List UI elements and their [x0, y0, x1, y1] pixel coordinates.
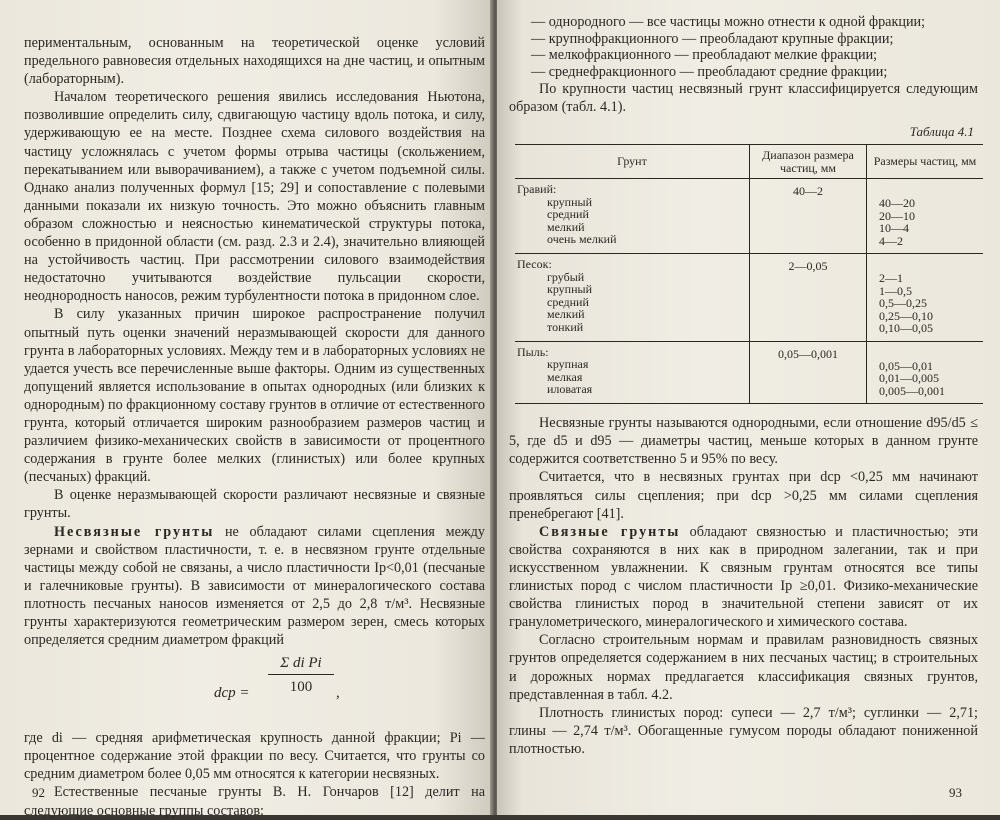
size-value: 2—1 [879, 271, 903, 286]
size-value: 20—10 [879, 208, 915, 223]
range-value: 40—2 [793, 184, 823, 199]
composition-list [509, 14, 978, 80]
subgroup: крупный [547, 194, 592, 209]
size-value: 0,005—0,001 [879, 383, 945, 398]
size-value: 0,25—0,10 [879, 308, 933, 323]
formula-mean-diameter [24, 653, 485, 725]
paragraph: По крупности частиц несвязный грунт классифицируется следующим образом (табл. 4.1). [509, 81, 978, 116]
soil-classification-table [515, 144, 983, 404]
paragraph: Естественные песчаные грунты В. Н. Гончаров [12] делит на следующие основные группы составов: [24, 784, 485, 819]
size-value: 1—0,5 [879, 283, 912, 298]
list-item: — мелкофракционного — преобладают мелкие фракции; [531, 47, 878, 63]
paragraph-text: не обладают силами сцепления между зернами и свойством пластичности, т. е. в несвязном грунте отдельные частицы между собой не связаны, а число пластичности Iр<0,01 (песчаные и галечниковые грунты). В зависимости от минералогического состава плотность песчаных наносов изменяется от 2,5 до 2,8 т/м³. Несвязные грунты характеризуются геометрическим размером зерен, смесь которых определяется средним диаметром фракций [24, 523, 485, 649]
formula-lhs: dср = [214, 685, 250, 702]
table-row [515, 341, 983, 404]
size-value: 0,01—0,005 [879, 371, 939, 386]
list-item: — крупнофракционного — преобладают крупные фракции; [531, 30, 894, 47]
left-page [0, 0, 493, 819]
formula-fraction [268, 655, 334, 696]
paragraph: Считается, что в несвязных грунтах при dср <0,25 мм начинают проявляться силы сцепления; при dср >0,25 мм силами сцепления пренебрегают [41]. [509, 469, 978, 522]
subgroup: крупная [547, 357, 589, 372]
table-row [515, 179, 983, 254]
subgroup: мелкая [547, 369, 583, 384]
range-value: 0,05—0,001 [778, 346, 838, 361]
range-value: 2—0,05 [788, 259, 828, 274]
paragraph-noncohesive [24, 523, 485, 650]
paragraph: В силу указанных причин широкое распространение получил опытный путь оценки значений неразмывающей скорости для данного грунта в лабораторных условиях. Между тем и в лабораторных условиях не удается учесть все перечисленные выше факторы. Одним из существенных допущений является использование в опытах однородных (или близких к однородным) по фракционному составу грунтов в отличие от естественного грунта, который отличается широким разнообразием размеров частиц и различием физико-механических свойств в зависимости от процентного содержания в грунте более мелких (глинистых) или более крупных (песчаных) фракций. [24, 306, 485, 486]
paragraph: периментальным, основанным на теоретической оценке условий предельного равновесия отдельных находящихся на дне частиц, и опытным (лабораторным). [24, 35, 485, 88]
term-cohesive: Связные грунты [539, 523, 681, 540]
group-name: Гравий: [517, 182, 557, 197]
group-name: Пыль: [517, 344, 549, 359]
paragraph: Началом теоретического решения явились исследования Ньютона, позволившие определить силу, сдвигающую частицу вдоль потока, и силу, удерживающую ее на месте. Позднее схема силового воздействия на частицу усложнялась с учетом формы отрыва частицы (скольжением, перекатыванием или выворачиванием), а также с учетом подъемной силы. Однако анализ полученных формул [15; 29] и сопоставление с полевыми данными показали их низкую точность. Это можно объяснить главным образом сложностью и неясностью кинематической структуры потока, особенно в придонной области (см. разд. 2.3 и 2.4), значительно влияющей на устойчивость частиц. При рассмотрении силового взаимодействия недостаточно учитываются воздействие пульсации скорости, неоднородность наносов, режим турбулентности потока в придонном слое. [24, 89, 485, 305]
page-number-right: 93 [949, 785, 962, 800]
paragraph: Несвязные грунты называются однородными, если отношение d95/d5 ≤ 5, где d5 и d95 — диаметры частиц, меньше которых в данном грунте содержится соответственно 5 и 95% по весу. [509, 415, 978, 468]
subgroup: мелкий [547, 219, 585, 234]
subgroup: очень мелкий [547, 232, 617, 247]
paragraph: где di — средняя арифметическая крупность данной фракции; Pi — процентное содержание этой фракции по весу. Считается, что грунты со средним диаметром более 0,05 мм относятся к категории несвязных. [24, 730, 485, 783]
table-header: Размеры частиц, мм [867, 145, 984, 179]
paragraph-cohesive [509, 523, 978, 632]
paragraph: Согласно строительным нормам и правилам разновидность связных грунтов определяется содержанием в них песчаных частиц; в строительных и дорожных нормах предлагается классификация связных грунтов, представленная в табл. 4.2. [509, 632, 978, 703]
table-header: Диапазон размера частиц, мм [750, 145, 867, 179]
table-row [515, 254, 983, 342]
term-noncohesive: Несвязные грунты [54, 523, 215, 540]
subgroup: средний [547, 207, 589, 222]
table-header: Грунт [515, 145, 750, 179]
size-value: 0,05—0,01 [879, 358, 933, 373]
size-value: 0,10—0,05 [879, 321, 933, 336]
formula-numerator: Σ di Pi [268, 655, 334, 675]
paragraph: В оценке неразмывающей скорости различают несвязные и связные грунты. [24, 487, 485, 522]
subgroup: мелкий [547, 307, 585, 322]
list-item: — однородного — все частицы можно отнести к одной фракции; [531, 14, 926, 30]
size-value: 10—4 [879, 221, 909, 236]
list-item: — среднефракционного — преобладают средние фракции; [531, 63, 888, 80]
size-value: 40—20 [879, 196, 915, 211]
subgroup: крупный [547, 282, 592, 297]
size-value: 4—2 [879, 233, 903, 248]
right-page [497, 0, 1000, 815]
page-number-left: 92 [32, 785, 45, 800]
subgroup: средний [547, 294, 589, 309]
subgroup: тонкий [547, 319, 584, 334]
group-name: Песок: [517, 257, 552, 272]
subgroup: грубый [547, 269, 585, 284]
table-caption: Таблица 4.1 [909, 124, 974, 140]
paragraph: Плотность глинистых пород: супеси — 2,7 т/м³; суглинки — 2,71; глины — 2,74 т/м³. Обогащенные гумусом породы обладают пониженной плотностью. [509, 704, 978, 757]
size-value: 0,5—0,25 [879, 296, 927, 311]
formula-denominator: 100 [289, 679, 313, 696]
paragraph-text: обладают связностью и пластичностью; эти свойства сохраняются в них как в природном залегании, так и при искусственном увлажнении. К связным грунтам относятся все типы глинистых пород с числом пластичности Iр ≥0,01. Физико-механические свойства глинистых пород в значительной степени зависят от их гранулометрического, минералогического и химического состава. [509, 523, 978, 631]
subgroup: иловатая [547, 382, 593, 397]
formula-comma: , [336, 685, 340, 702]
